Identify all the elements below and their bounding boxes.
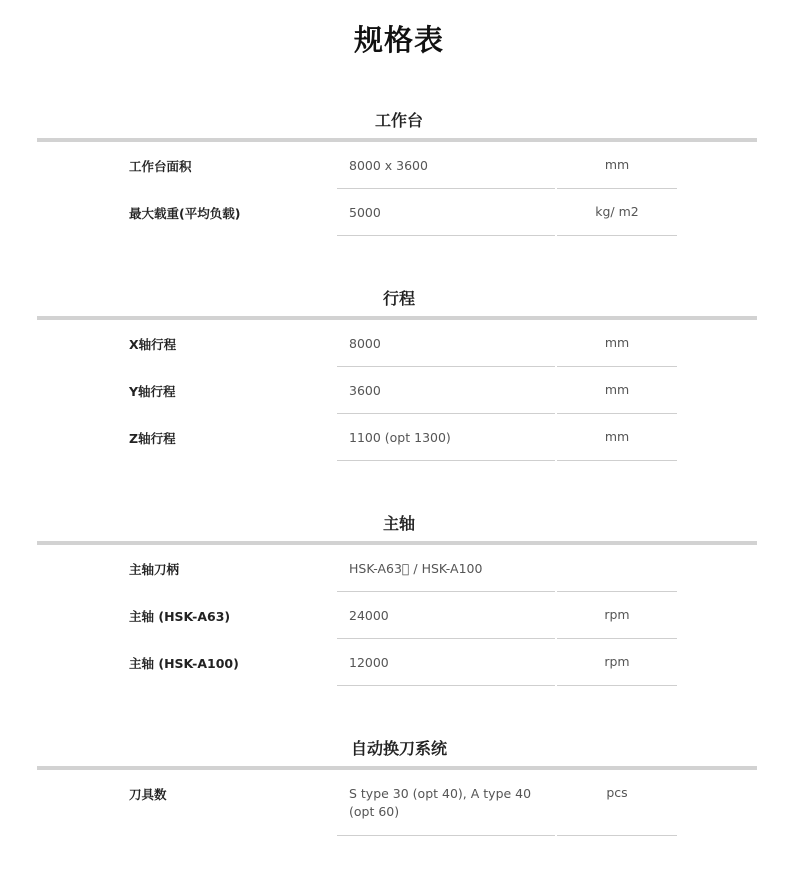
spec-label: 主轴 (HSK-A100) (129, 656, 239, 671)
spec-value: 8000 x 3600 (337, 142, 555, 189)
spec-unit: mm (557, 320, 677, 367)
spec-label: 主轴刀柄 (129, 562, 180, 577)
spec-label: Z轴行程 (129, 431, 176, 446)
section-title: 主轴 (382, 514, 415, 533)
spec-table (0, 770, 798, 836)
spec-label: 最大载重(平均负载) (129, 206, 241, 221)
spec-unit: mm (557, 414, 677, 461)
spec-row (0, 414, 798, 461)
spec-row (0, 639, 798, 686)
spec-label: Y轴行程 (129, 384, 176, 399)
spec-value: 1100 (opt 1300) (337, 414, 555, 461)
spec-unit: rpm (557, 639, 677, 686)
spec-row (0, 142, 798, 189)
page-title: 规格表 (353, 23, 444, 57)
spec-value: 12000 (337, 639, 555, 686)
section-title: 行程 (382, 289, 415, 308)
spec-row (0, 189, 798, 236)
section-title: 自动换刀系统 (350, 739, 447, 758)
spec-value: HSK-A63  / HSK-A100 (337, 545, 555, 592)
spec-table (0, 545, 798, 686)
spec-label: 主轴 (HSK-A63) (129, 609, 231, 624)
spec-unit: pcs (557, 770, 677, 836)
spec-row (0, 592, 798, 639)
spec-value: 5000 (337, 189, 555, 236)
spec-value: S type 30 (opt 40), A type 40 (opt 60) (337, 770, 555, 836)
spec-value: 8000 (337, 320, 555, 367)
spec-unit: kg/ m2 (557, 189, 677, 236)
spec-row (0, 320, 798, 367)
spec-row (0, 545, 798, 592)
spec-table (0, 142, 798, 236)
spec-value: 3600 (337, 367, 555, 414)
spec-label: 刀具数 (129, 787, 167, 802)
spec-table (0, 320, 798, 461)
spec-label: X轴行程 (129, 337, 177, 352)
spec-row (0, 367, 798, 414)
section-title: 工作台 (374, 111, 423, 130)
spec-row (0, 770, 798, 836)
spec-value: 24000 (337, 592, 555, 639)
spec-unit: mm (557, 142, 677, 189)
spec-label: 工作台面积 (129, 159, 192, 174)
spec-unit: mm (557, 367, 677, 414)
spec-unit (557, 545, 677, 592)
spec-unit: rpm (557, 592, 677, 639)
